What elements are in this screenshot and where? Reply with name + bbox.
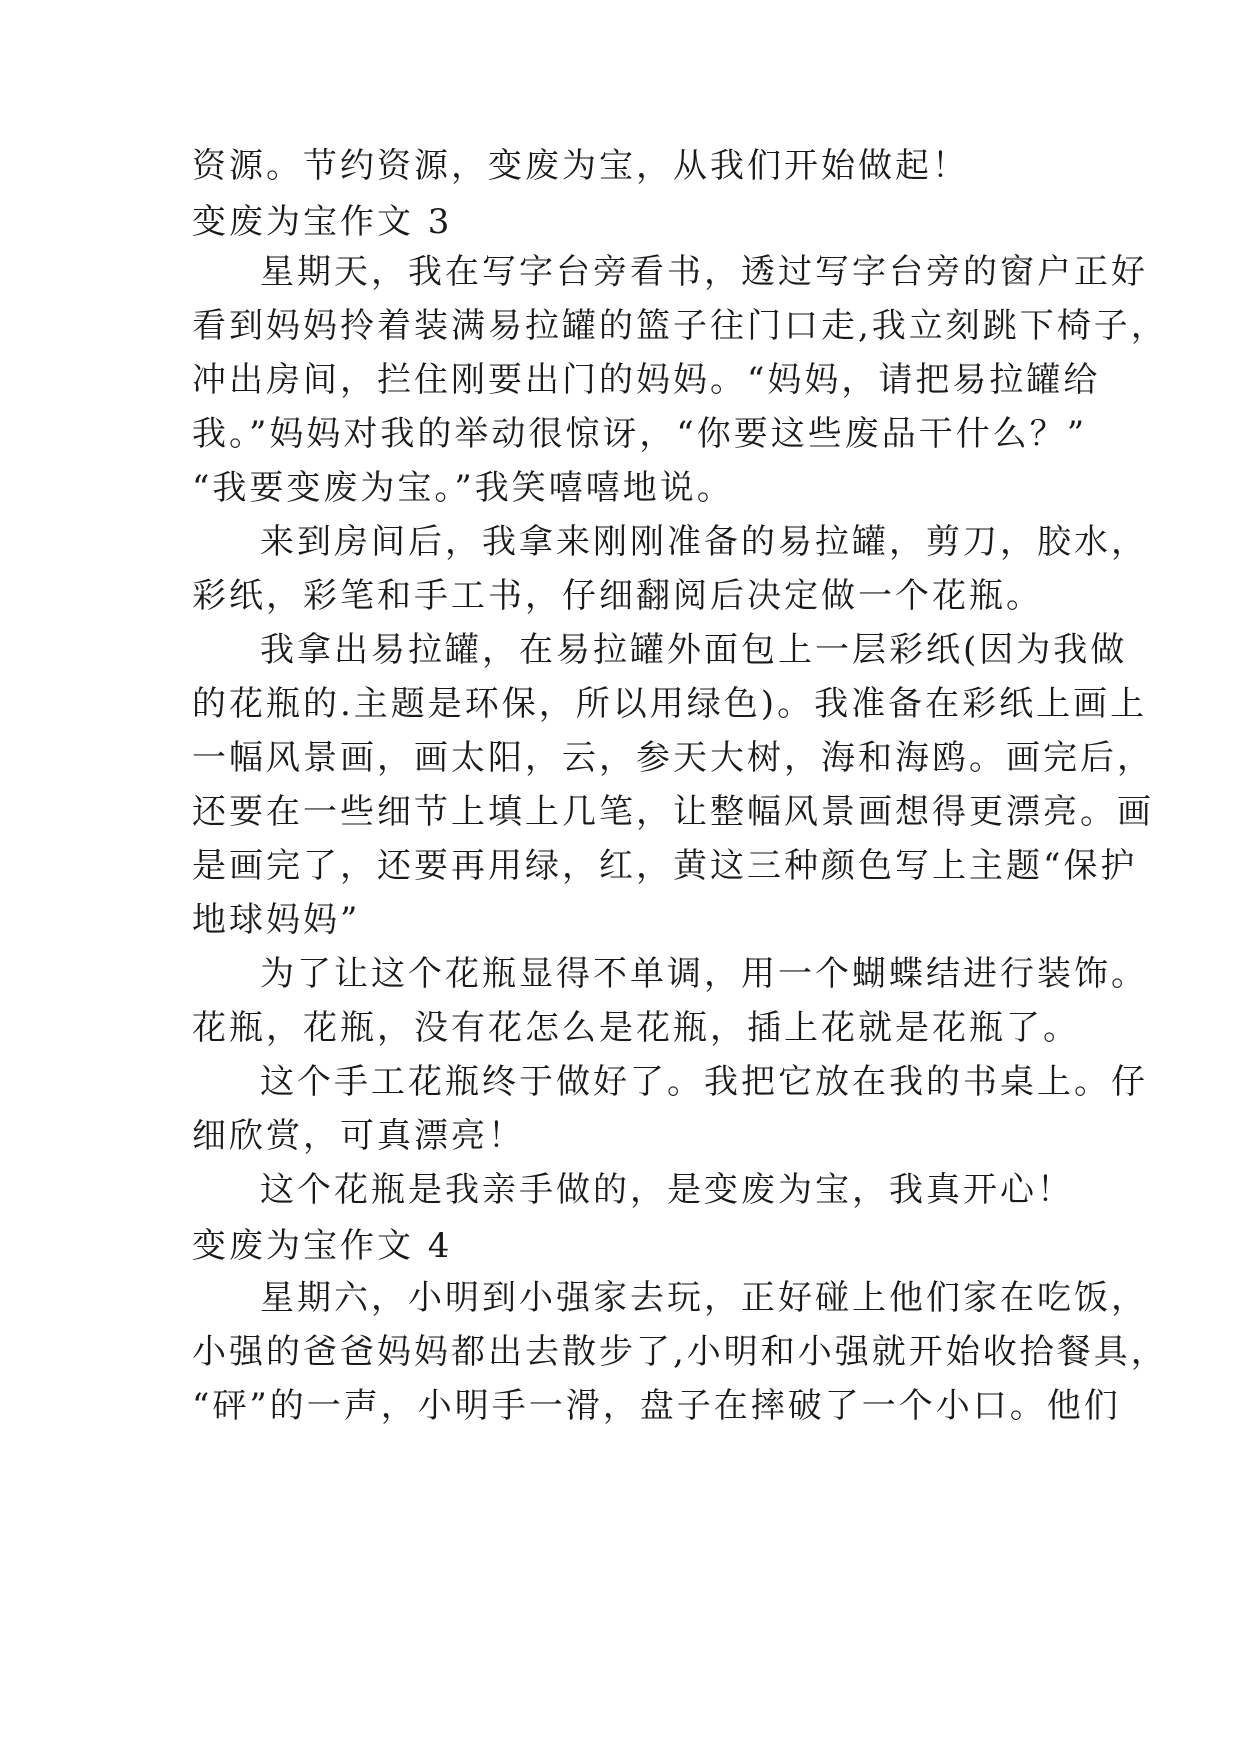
text-line: 来到房间后，我拿来刚刚准备的易拉罐，剪刀，胶水， [260,522,1148,562]
text-line: “我要变废为宝。”我笑嘻嘻地说。 [192,468,734,508]
text-line: 这个手工花瓶终于做好了。我把它放在我的书桌上。仔 [260,1062,1148,1102]
text-line: 是画完了，还要再用绿，红，黄这三种颜色写上主题“保护 [192,846,1138,886]
text-line: 星期六，小明到小强家去玩，正好碰上他们家在吃饭， [260,1278,1148,1318]
text-line: 这个花瓶是我亲手做的，是变废为宝，我真开心！ [260,1170,1074,1210]
text-line: 还要在一些细节上填上几笔，让整幅风景画想得更漂亮。画 [192,792,1154,832]
text-line: “砰”的一声，小明手一滑，盘子在摔破了一个小口。他们 [192,1386,1121,1426]
text-line: 我拿出易拉罐，在易拉罐外面包上一层彩纸(因为我做 [260,630,1128,670]
section-heading: 变废为宝作文 4 [192,1226,453,1266]
text-line: 看到妈妈拎着装满易拉罐的篮子往门口走,我立刻跳下椅子， [192,306,1168,346]
section-heading: 变废为宝作文 3 [192,202,453,242]
text-line: 彩纸，彩笔和手工书，仔细翻阅后决定做一个花瓶。 [192,576,1043,616]
text-line: 花瓶，花瓶，没有花怎么是花瓶，插上花就是花瓶了。 [192,1008,1080,1048]
text-line: 星期天，我在写字台旁看书，透过写字台旁的窗户正好 [260,252,1148,292]
text-line: 一幅风景画，画太阳，云，参天大树，海和海鸥。画完后， [192,738,1154,778]
text-line: 资源。节约资源，变废为宝，从我们开始做起！ [192,146,969,186]
text-line: 的花瓶的.主题是环保，所以用绿色)。我准备在彩纸上画上 [192,684,1148,724]
text-line: 为了让这个花瓶显得不单调，用一个蝴蝶结进行装饰。 [260,954,1148,994]
text-line: 地球妈妈” [192,900,361,940]
text-line: 小强的爸爸妈妈都出去散步了,小明和小强就开始收拾餐具， [192,1332,1168,1372]
text-line: 我。”妈妈对我的举动很惊讶，“你要这些废品干什么？” [192,414,1088,454]
text-line: 细欣赏，可真漂亮！ [192,1116,525,1156]
text-line: 冲出房间，拦住刚要出门的妈妈。“妈妈，请把易拉罐给 [192,360,1101,400]
